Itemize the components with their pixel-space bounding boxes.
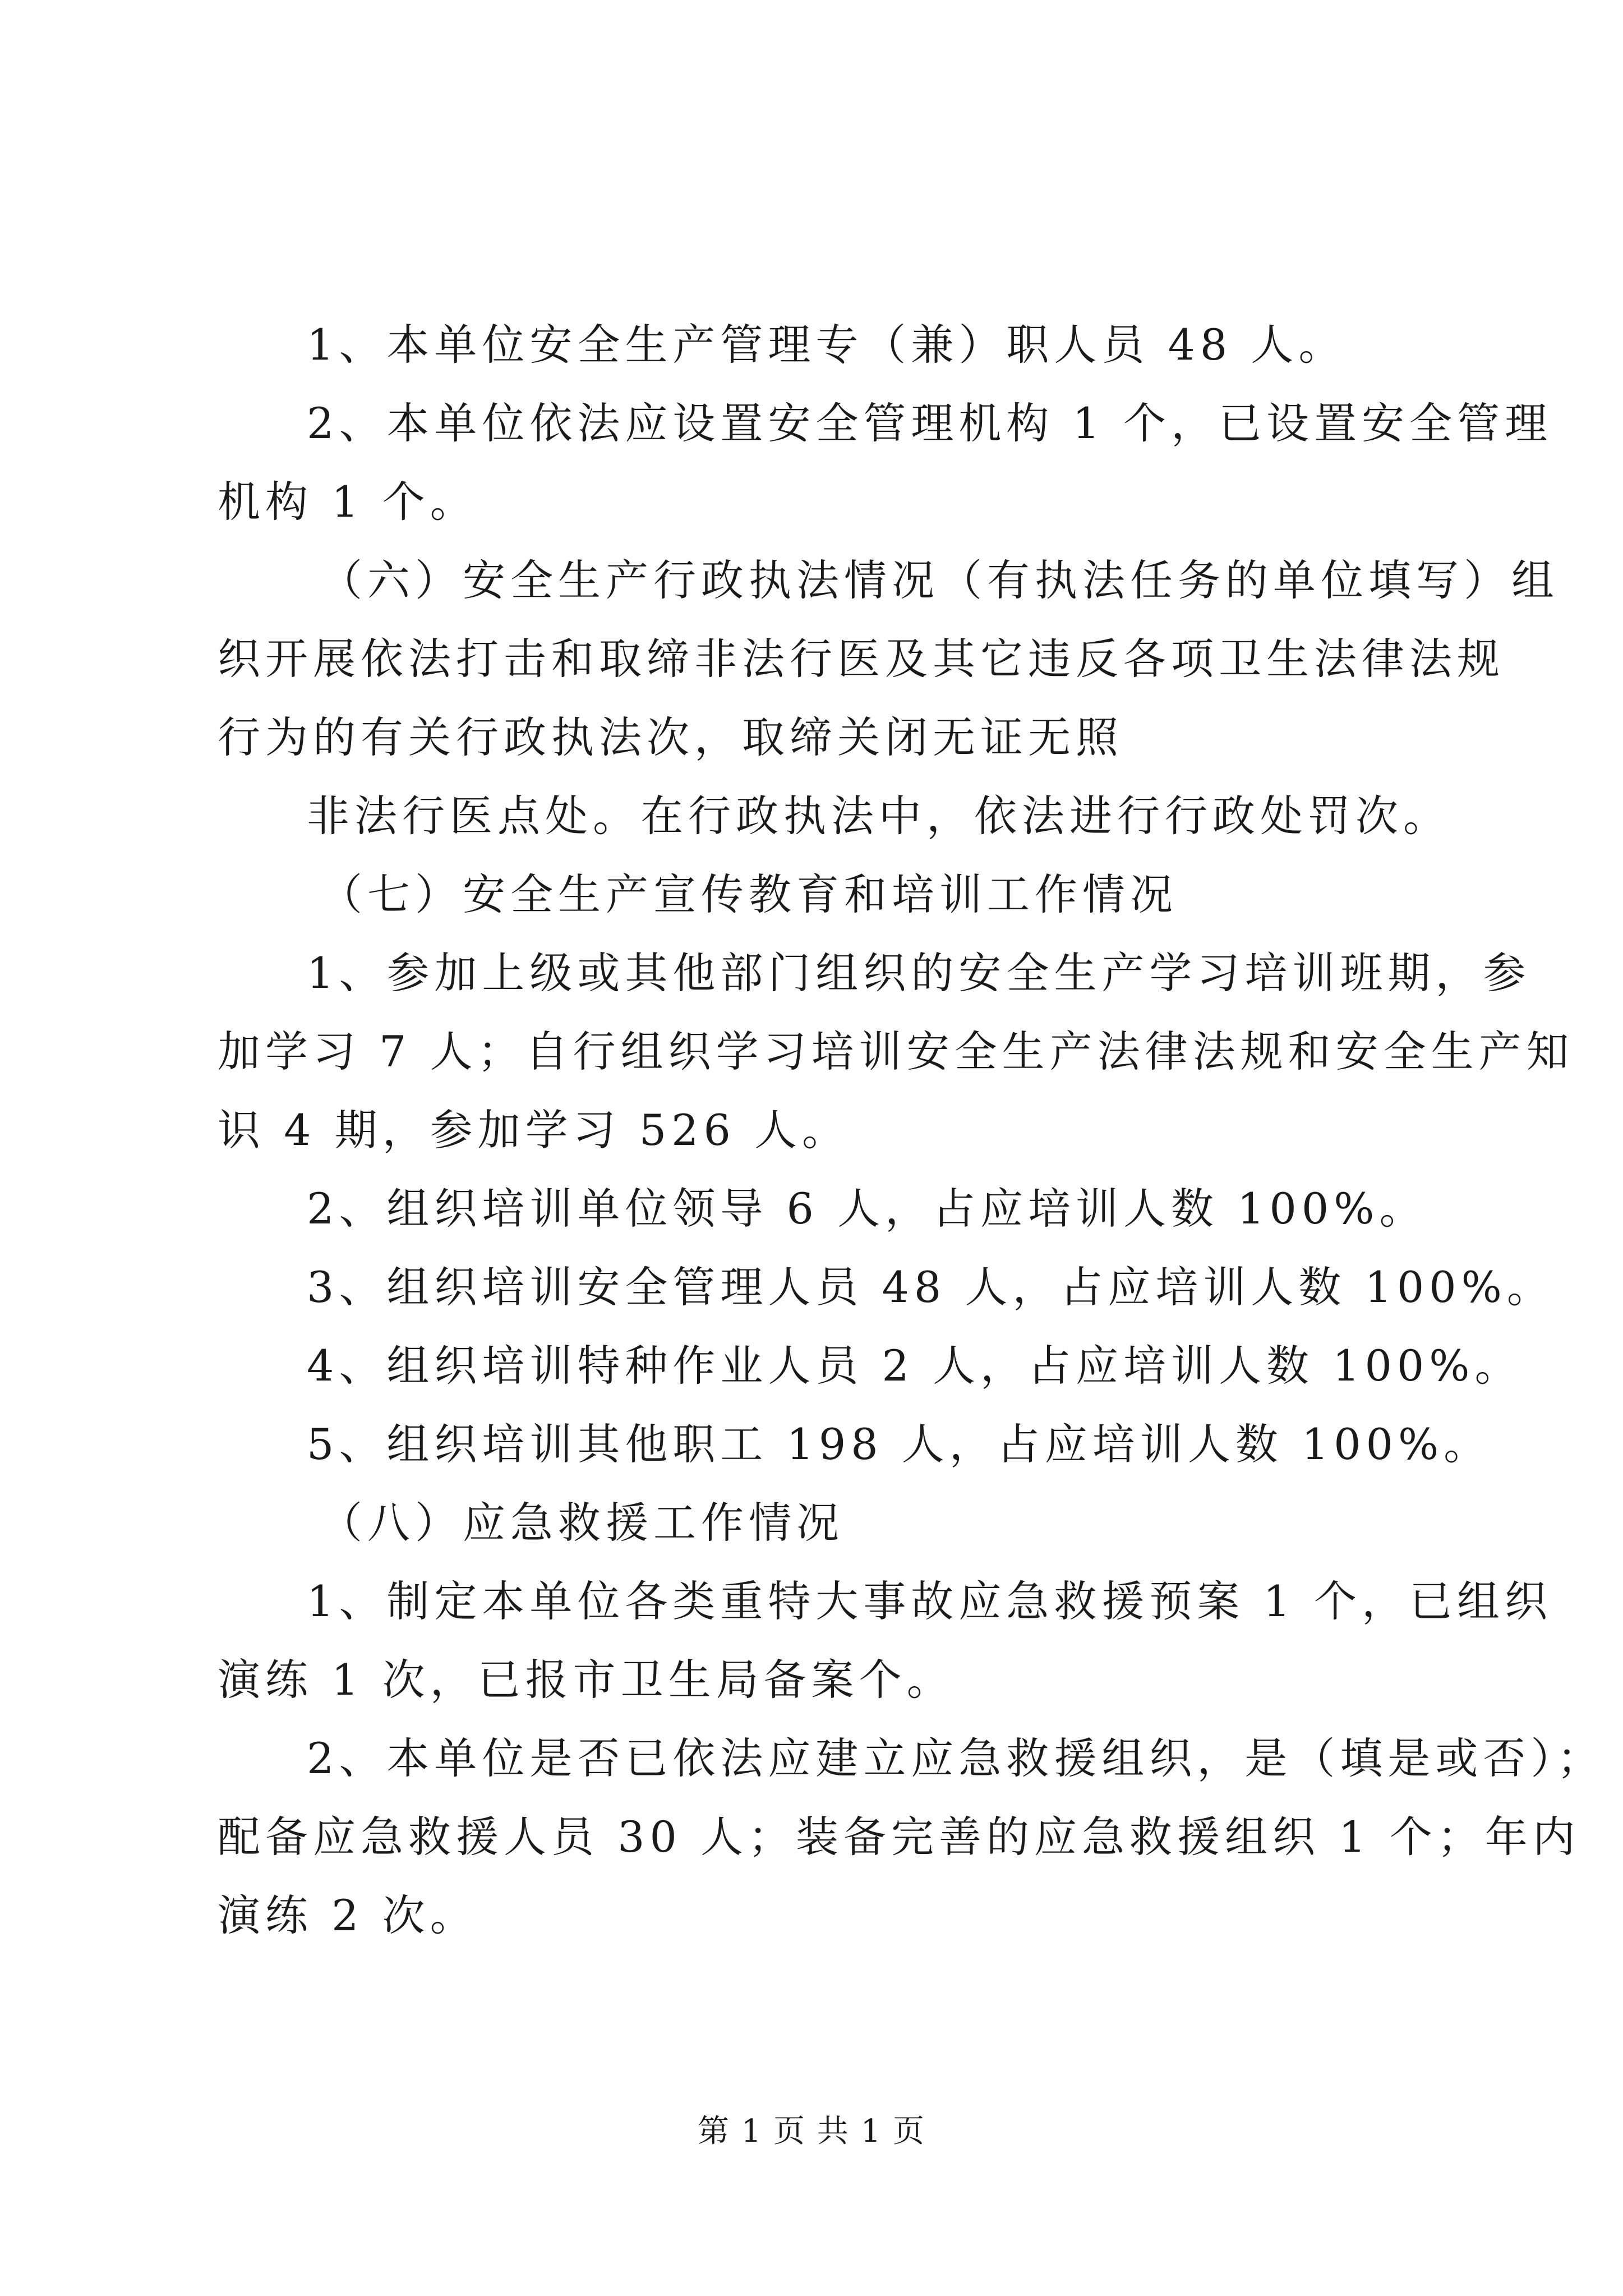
paragraph-line: 织开展依法打击和取缔非法行医及其它违反各项卫生法律法规 bbox=[218, 634, 1505, 684]
section-heading-7: （七）安全生产宣传教育和培训工作情况 bbox=[320, 869, 1178, 919]
paragraph-line: 2、组织培训单位领导 6 人，占应培训人数 100%。 bbox=[307, 1184, 1427, 1234]
section-heading-6: （六）安全生产行政执法情况（有执法任务的单位填写）组 bbox=[320, 555, 1559, 605]
paragraph-line: 2、本单位是否已依法应建立应急救援组织，是（填是或否）； bbox=[307, 1733, 1605, 1783]
page-footer: 第 1 页 共 1 页 bbox=[697, 2113, 926, 2150]
paragraph-line: 加学习 7 人；自行组织学习培训安全生产法律法规和安全生产知 bbox=[218, 1027, 1574, 1076]
paragraph-line: 配备应急救援人员 30 人；装备完善的应急救援组织 1 个；年内 bbox=[218, 1812, 1580, 1862]
section-heading-8: （八）应急救援工作情况 bbox=[320, 1498, 844, 1548]
paragraph-line: 3、组织培训安全管理人员 48 人，占应培训人数 100%。 bbox=[307, 1262, 1555, 1312]
paragraph-line: 行为的有关行政执法次，取缔关闭无证无照 bbox=[218, 712, 1123, 762]
paragraph-line: 5、组织培训其他职工 198 人，占应培训人数 100%。 bbox=[307, 1419, 1492, 1469]
paragraph-line: 1、制定本单位各类重特大事故应急救援预案 1 个，已组织 bbox=[307, 1576, 1553, 1626]
paragraph-line: 演练 1 次，已报市卫生局备案个。 bbox=[218, 1655, 955, 1705]
paragraph-line: 1、参加上级或其他部门组织的安全生产学习培训班期，参 bbox=[307, 948, 1531, 998]
paragraph-line: 演练 2 次。 bbox=[218, 1890, 478, 1940]
paragraph-line: 1、本单位安全生产管理专（兼）职人员 48 人。 bbox=[307, 320, 1347, 370]
paragraph-line: 识 4 期，参加学习 526 人。 bbox=[218, 1105, 850, 1155]
paragraph-line: 非法行医点处。在行政执法中，依法进行行政处罚次。 bbox=[307, 791, 1451, 841]
paragraph-line: 2、本单位依法应设置安全管理机构 1 个，已设置安全管理 bbox=[307, 398, 1553, 448]
paragraph-line: 4、组织培训特种作业人员 2 人，占应培训人数 100%。 bbox=[307, 1341, 1523, 1391]
paragraph-line: 机构 1 个。 bbox=[218, 477, 478, 527]
